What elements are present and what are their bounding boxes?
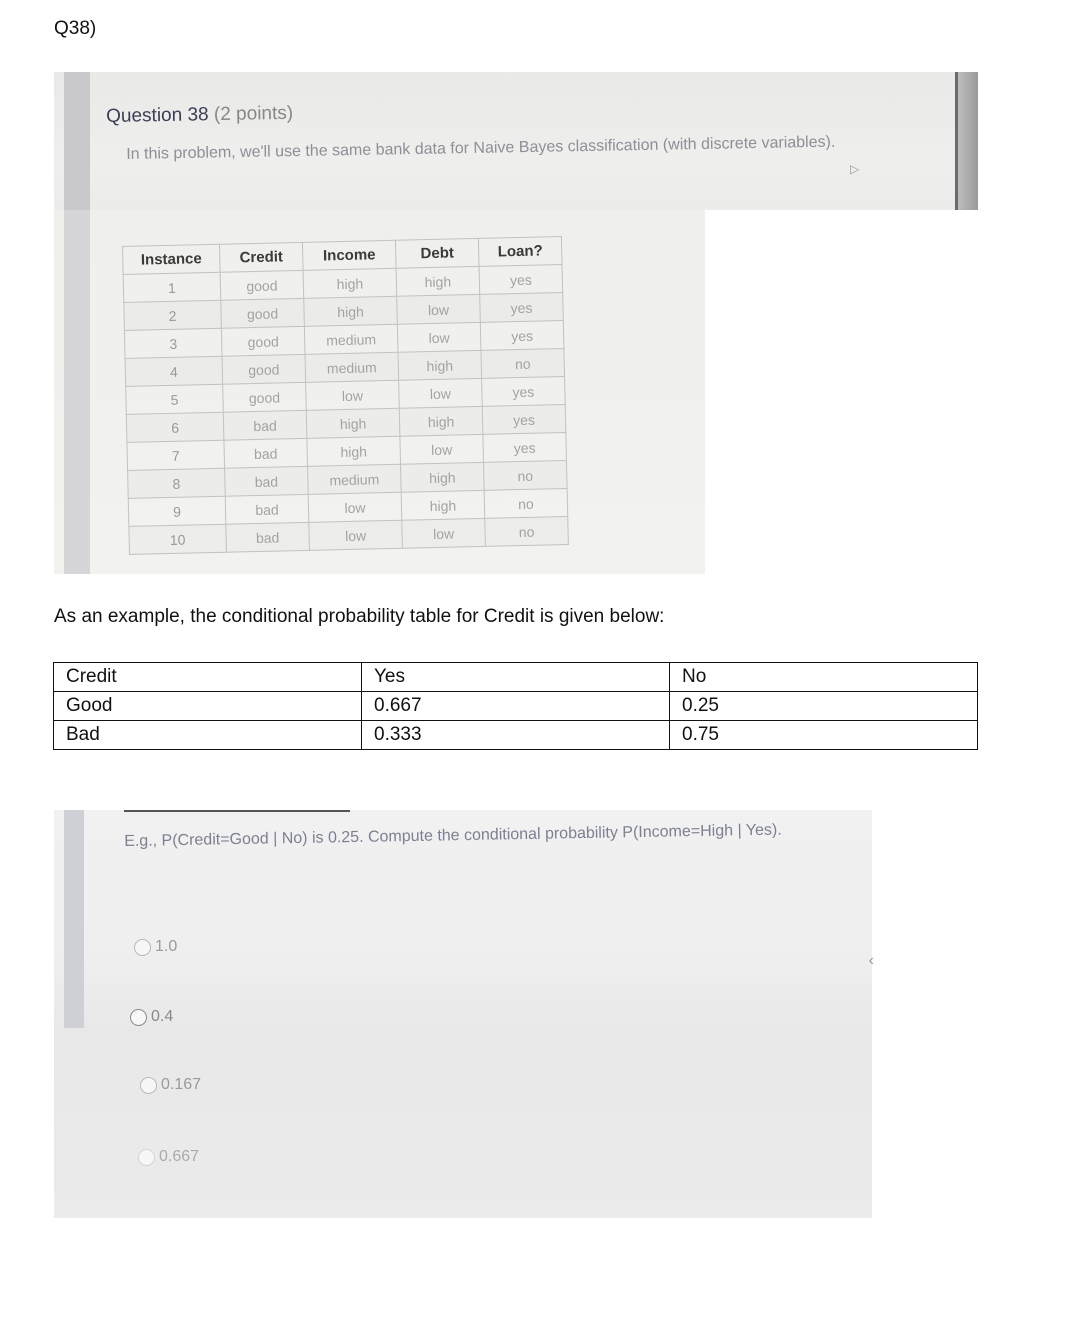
cell-debt: high bbox=[396, 266, 480, 296]
left-accent-bar bbox=[64, 72, 90, 210]
radio-button[interactable] bbox=[138, 1149, 155, 1166]
cell-instance: 4 bbox=[125, 356, 223, 386]
question-description: In this problem, we'll use the same bank data for Naive Bayes classification (with discrete variables). bbox=[126, 133, 836, 163]
question-points: (2 points) bbox=[213, 102, 294, 126]
cpt-cell-label: Good bbox=[54, 692, 362, 721]
cell-debt: low bbox=[400, 434, 484, 464]
cell-credit: good bbox=[220, 270, 304, 300]
answer-option[interactable] bbox=[134, 938, 177, 956]
cell-instance: 7 bbox=[127, 440, 225, 470]
cpt-cell-no: 0.25 bbox=[670, 692, 978, 721]
cell-income: medium bbox=[305, 352, 399, 382]
cursor-icon: ▷ bbox=[850, 162, 860, 176]
cell-income: medium bbox=[308, 464, 402, 494]
cell-loan: no bbox=[484, 488, 568, 518]
cpt-header-credit: Credit bbox=[54, 663, 362, 692]
credit-cpt-table bbox=[53, 662, 978, 750]
answers-photo bbox=[54, 810, 872, 1218]
cell-credit: bad bbox=[224, 438, 308, 468]
cell-loan: yes bbox=[480, 293, 564, 323]
cpt-header-yes: Yes bbox=[362, 663, 670, 692]
cpt-header-no: No bbox=[670, 663, 978, 692]
question-number: Q38) bbox=[54, 18, 97, 39]
cell-income: medium bbox=[304, 324, 398, 354]
cell-instance: 1 bbox=[123, 272, 221, 302]
cell-loan: yes bbox=[483, 432, 567, 462]
cell-instance: 9 bbox=[128, 496, 226, 526]
column-header-loan: Loan? bbox=[478, 237, 562, 267]
cell-debt: high bbox=[401, 462, 485, 492]
cell-income: high bbox=[306, 408, 400, 438]
cell-income: high bbox=[307, 436, 401, 466]
cell-credit: bad bbox=[226, 522, 310, 552]
column-header-income: Income bbox=[302, 240, 396, 270]
cell-income: high bbox=[304, 296, 398, 326]
cell-debt: low bbox=[397, 294, 481, 324]
cell-instance: 10 bbox=[129, 524, 227, 554]
answer-option[interactable] bbox=[130, 1008, 173, 1026]
column-header-instance: Instance bbox=[123, 244, 221, 274]
column-header-debt: Debt bbox=[395, 238, 479, 268]
scrollbar[interactable] bbox=[958, 72, 978, 210]
example-text: As an example, the conditional probability table for Credit is given below: bbox=[54, 606, 665, 627]
cell-credit: good bbox=[222, 354, 306, 384]
answer-option[interactable] bbox=[138, 1148, 199, 1166]
left-accent-bar bbox=[64, 210, 90, 574]
question-title bbox=[106, 103, 293, 128]
radio-button[interactable] bbox=[134, 939, 151, 956]
cell-credit: good bbox=[221, 326, 305, 356]
bank-data-table bbox=[122, 236, 569, 555]
cell-debt: high bbox=[401, 490, 485, 520]
cpt-header-row bbox=[54, 663, 978, 692]
cpt-cell-yes: 0.667 bbox=[362, 692, 670, 721]
cell-loan: yes bbox=[480, 321, 564, 351]
answer-label: 1.0 bbox=[155, 938, 178, 955]
cell-credit: good bbox=[223, 382, 307, 412]
cell-loan: no bbox=[485, 516, 569, 546]
table-row bbox=[54, 692, 978, 721]
cpt-cell-label: Bad bbox=[54, 721, 362, 750]
cell-loan: no bbox=[484, 460, 568, 490]
answer-label: 0.167 bbox=[161, 1076, 202, 1093]
cell-credit: bad bbox=[223, 410, 307, 440]
answer-option[interactable] bbox=[140, 1076, 201, 1094]
cell-loan: yes bbox=[482, 376, 566, 406]
cell-credit: bad bbox=[225, 466, 309, 496]
cell-debt: low bbox=[397, 322, 481, 352]
cell-credit: good bbox=[221, 298, 305, 328]
cell-instance: 5 bbox=[126, 384, 224, 414]
radio-button[interactable] bbox=[140, 1077, 157, 1094]
question-title-text: Question 38 bbox=[106, 104, 209, 127]
cell-income: low bbox=[306, 380, 400, 410]
cell-debt: high bbox=[399, 406, 483, 436]
cell-instance: 3 bbox=[124, 328, 222, 358]
bank-data-photo bbox=[54, 210, 705, 574]
cell-loan: yes bbox=[479, 265, 563, 295]
cell-loan: yes bbox=[482, 404, 566, 434]
cell-debt: high bbox=[398, 350, 482, 380]
cell-income: low bbox=[308, 492, 402, 522]
cpt-cell-yes: 0.333 bbox=[362, 721, 670, 750]
answer-label: 0.667 bbox=[159, 1148, 200, 1165]
cell-credit: bad bbox=[225, 494, 309, 524]
question-header-photo bbox=[54, 72, 978, 210]
cell-instance: 6 bbox=[126, 412, 224, 442]
cpt-cell-no: 0.75 bbox=[670, 721, 978, 750]
cell-income: high bbox=[303, 268, 397, 298]
radio-button[interactable] bbox=[130, 1009, 147, 1026]
cell-instance: 8 bbox=[128, 468, 226, 498]
chevron-left-icon[interactable]: ‹ bbox=[868, 952, 874, 969]
question-prompt: E.g., P(Credit=Good | No) is 0.25. Compute the conditional probability P(Income=High | Yes). bbox=[124, 821, 782, 850]
cell-income: low bbox=[309, 520, 403, 550]
cell-loan: no bbox=[481, 348, 565, 378]
column-header-credit: Credit bbox=[219, 242, 303, 272]
divider bbox=[124, 810, 350, 812]
left-accent-bar bbox=[64, 810, 84, 1028]
cell-instance: 2 bbox=[124, 300, 222, 330]
answer-label: 0.4 bbox=[151, 1008, 174, 1025]
table-row bbox=[54, 721, 978, 750]
cell-debt: low bbox=[402, 518, 486, 548]
cell-debt: low bbox=[399, 378, 483, 408]
